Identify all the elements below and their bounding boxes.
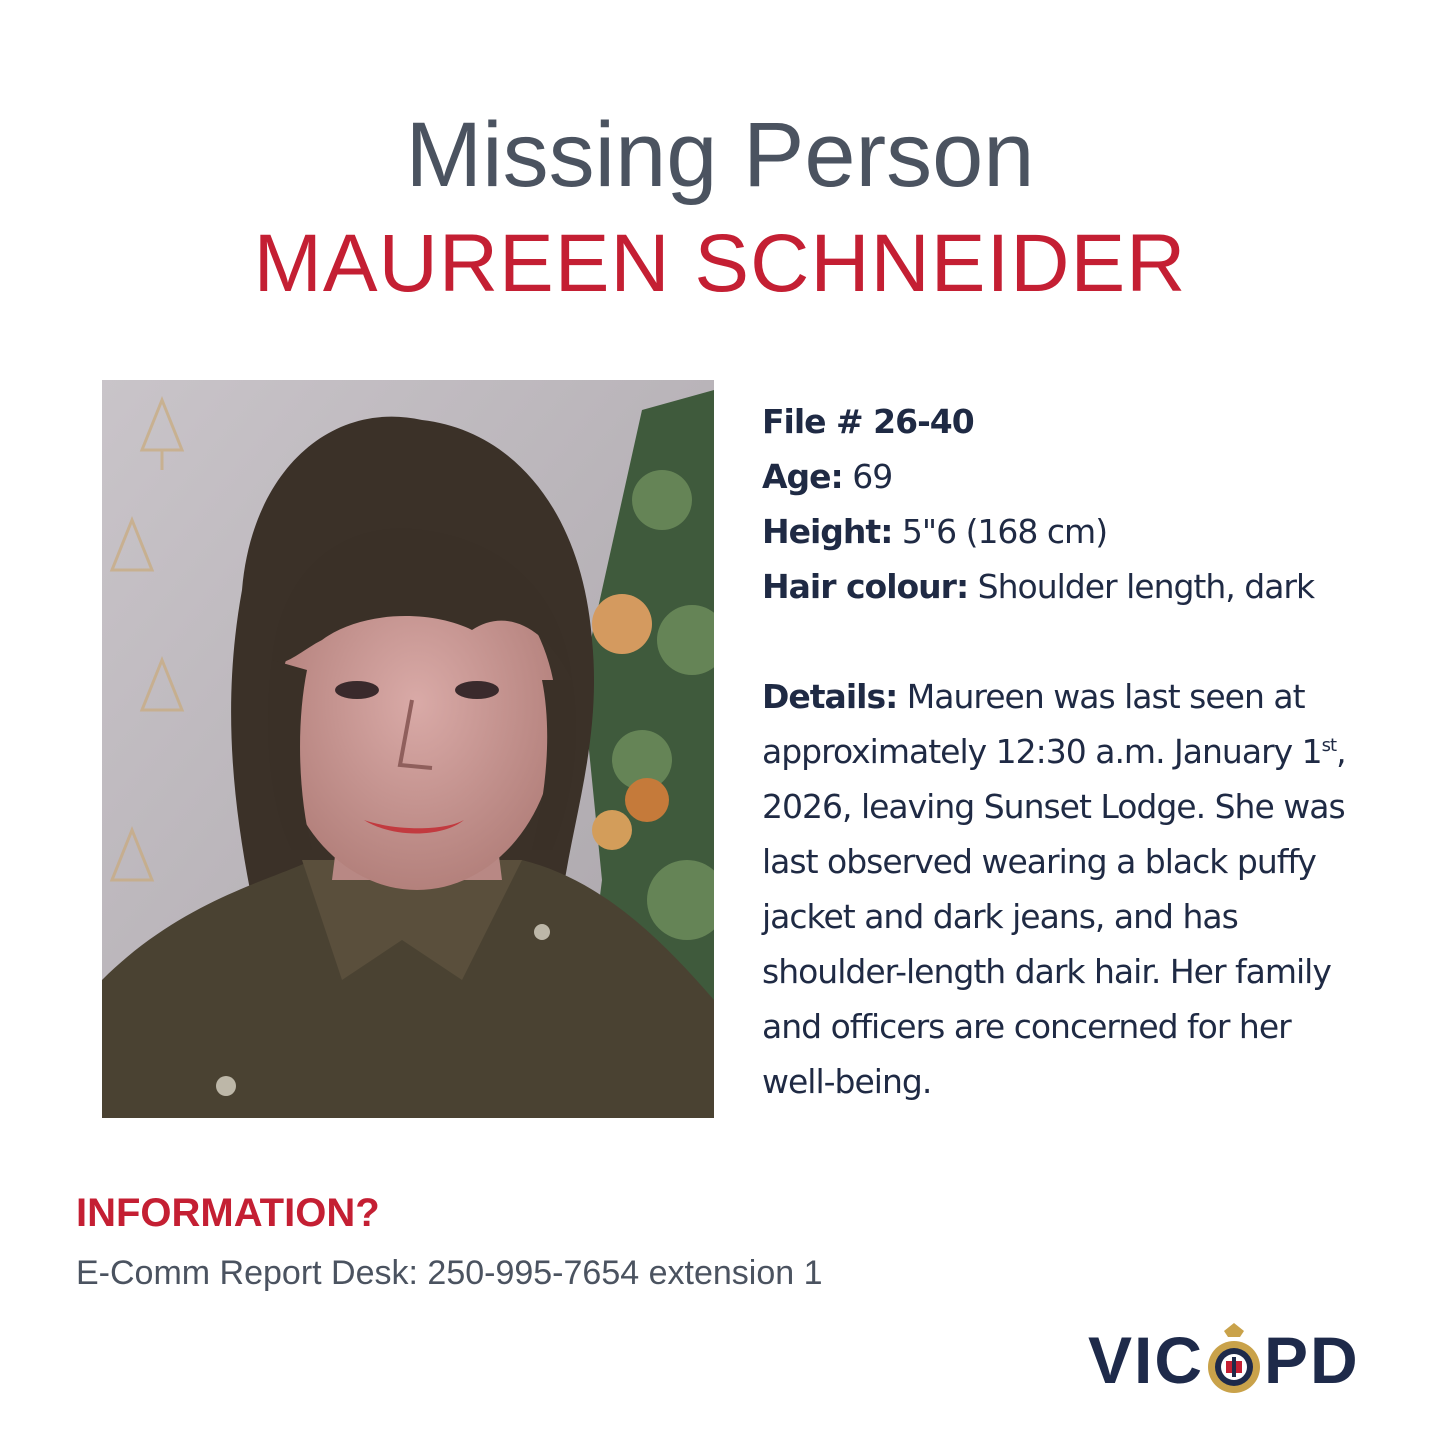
file-number: File # 26-40 xyxy=(762,402,974,441)
age-value: 69 xyxy=(852,457,893,496)
contact-line: E-Comm Report Desk: 250-995-7654 extension 1 xyxy=(76,1254,823,1292)
hair-value: Shoulder length, dark xyxy=(977,567,1315,606)
logo-text-right: PD xyxy=(1264,1323,1360,1397)
info-panel xyxy=(762,394,1382,1109)
information-heading: INFORMATION? xyxy=(76,1191,380,1235)
hair-row: Hair colour: Shoulder length, dark xyxy=(762,567,1315,606)
person-name: MAUREEN SCHNEIDER xyxy=(253,218,1187,309)
height-value: 5"6 (168 cm) xyxy=(901,512,1108,551)
person-photo xyxy=(102,380,714,1118)
page-title: Missing Person xyxy=(405,104,1035,206)
logo-text-left: VIC xyxy=(1088,1323,1205,1397)
height-row: Height: 5"6 (168 cm) xyxy=(762,512,1108,551)
details-paragraph: Details: Maureen was last seen at approximately 12:30 a.m. January 1st, 2026, leaving Sunset Lodge. She was last observed wearing a black puffy jacket and dark jeans, and has shoulder-length dark hair. Her family and officers are concerned for her well-being. xyxy=(762,677,1346,1101)
police-badge-icon xyxy=(1206,1323,1262,1397)
age-row: Age: 69 xyxy=(762,457,893,496)
vicpd-logo xyxy=(1088,1318,1360,1402)
details-label: Details: xyxy=(762,677,898,716)
